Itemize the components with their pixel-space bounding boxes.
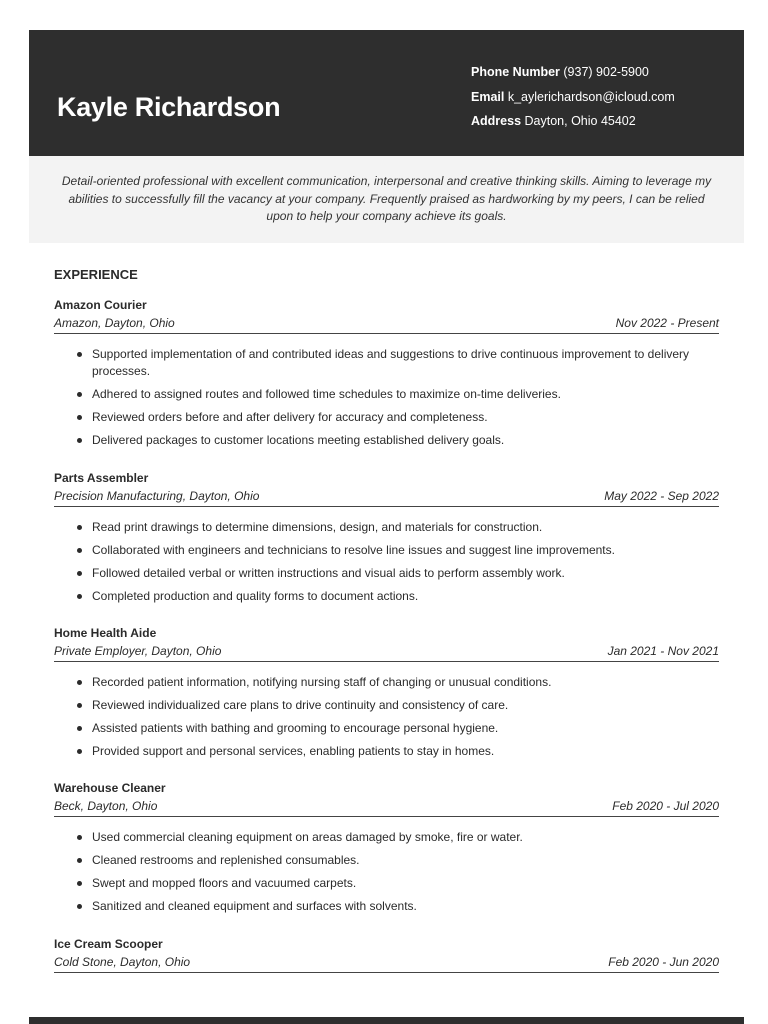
job-company: Private Employer, Dayton, Ohio: [54, 644, 222, 658]
job-bullet: Completed production and quality forms to document actions.: [54, 588, 719, 605]
job-entry: [54, 780, 719, 921]
summary-section: [29, 156, 744, 243]
job-bullet: Sanitized and cleaned equipment and surfaces with solvents.: [54, 898, 719, 915]
job-dates: Jan 2021 - Nov 2021: [607, 644, 719, 658]
job-meta: [54, 953, 719, 973]
job-bullet: Swept and mopped floors and vacuumed carpets.: [54, 875, 719, 892]
job-bullets: [54, 829, 719, 915]
job-meta: [54, 642, 719, 662]
job-bullet: Collaborated with engineers and technicians to resolve line issues and suggest line improvements.: [54, 542, 719, 559]
job-entry: [54, 625, 719, 766]
job-entry: [54, 297, 719, 455]
job-meta: [54, 797, 719, 817]
job-entry: [54, 470, 719, 611]
phone-line: [471, 60, 675, 85]
job-bullet: Adhered to assigned routes and followed time schedules to maximize on-time deliveries.: [54, 386, 719, 403]
summary-text: Detail-oriented professional with excellent communication, interpersonal and creative thinking skills. Aiming to leverage my abilities to successfully fill the vacancy at your company. Frequently praised as hardworking by my peers, I can be relied upon to help your company achieve its goals.: [61, 174, 712, 223]
job-entry: [54, 936, 719, 973]
job-title: Ice Cream Scooper: [54, 937, 163, 951]
contact-block: [471, 60, 675, 134]
experience-heading: EXPERIENCE: [54, 267, 138, 282]
resume-header: [29, 30, 744, 156]
job-dates: Nov 2022 - Present: [615, 316, 719, 330]
candidate-name: Kayle Richardson: [57, 92, 281, 122]
job-bullet: Delivered packages to customer locations meeting established delivery goals.: [54, 432, 719, 449]
job-bullet: Recorded patient information, notifying nursing staff of changing or unusual conditions.: [54, 674, 719, 691]
job-meta: [54, 487, 719, 507]
job-bullet: Read print drawings to determine dimensions, design, and materials for construction.: [54, 519, 719, 536]
job-bullet: Provided support and personal services, enabling patients to stay in homes.: [54, 743, 719, 760]
job-dates: Feb 2020 - Jul 2020: [612, 799, 719, 813]
job-bullet: Followed detailed verbal or written instructions and visual aids to perform assembly work.: [54, 565, 719, 582]
job-dates: May 2022 - Sep 2022: [604, 489, 719, 503]
job-company: Cold Stone, Dayton, Ohio: [54, 955, 191, 969]
job-bullet: Cleaned restrooms and replenished consumables.: [54, 852, 719, 869]
job-meta: [54, 314, 719, 334]
address-value: Dayton, Ohio 45402: [524, 114, 636, 128]
job-bullet: Reviewed individualized care plans to drive continuity and consistency of care.: [54, 697, 719, 714]
address-line: [471, 109, 675, 134]
email-line: [471, 85, 675, 110]
address-label: Address: [471, 114, 522, 128]
job-bullet: Reviewed orders before and after delivery for accuracy and completeness.: [54, 409, 719, 426]
job-title: Home Health Aide: [54, 626, 157, 640]
email-label: Email: [471, 89, 505, 104]
job-company: Precision Manufacturing, Dayton, Ohio: [54, 489, 260, 503]
phone-value: (937) 902-5900: [563, 65, 649, 79]
job-title: Warehouse Cleaner: [54, 781, 166, 795]
job-bullets: [54, 519, 719, 605]
job-bullets: [54, 346, 719, 449]
email-value: k_aylerichardson@icloud.com: [507, 89, 675, 104]
job-title: Parts Assembler: [54, 471, 149, 485]
job-bullet: Used commercial cleaning equipment on areas damaged by smoke, fire or water.: [54, 829, 719, 846]
job-bullet: Assisted patients with bathing and grooming to encourage personal hygiene.: [54, 720, 719, 737]
phone-label: Phone Number: [471, 65, 560, 79]
job-company: Beck, Dayton, Ohio: [54, 799, 158, 813]
job-title: Amazon Courier: [54, 298, 147, 312]
job-bullets: [54, 674, 719, 760]
job-bullet: Supported implementation of and contributed ideas and suggestions to drive continuous improvement to delivery processes.: [54, 346, 719, 380]
footer-bar: [29, 1017, 744, 1024]
job-dates: Feb 2020 - Jun 2020: [608, 955, 719, 969]
job-company: Amazon, Dayton, Ohio: [54, 316, 175, 330]
